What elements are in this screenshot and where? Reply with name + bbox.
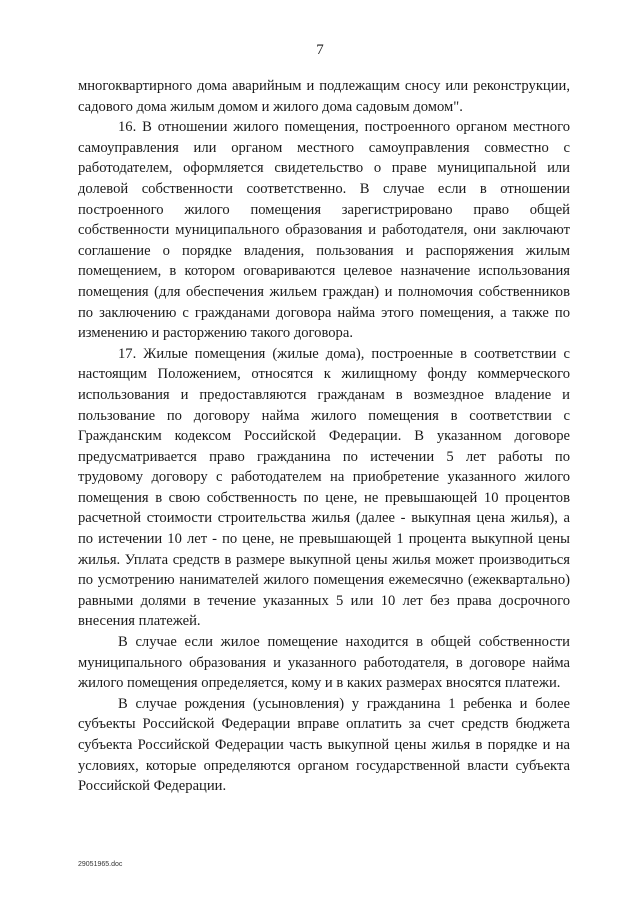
page-number: 7 [316, 42, 324, 58]
paragraph-clause-16: 16. В отношении жилого помещения, построенного органом местного самоуправления или органом местного самоуправления совместно с работодателем, оформляется свидетельство о праве муниципальной или долевой собственности соответственно. В случае если в отношении построенного жилого помещения зарегистрировано право общей собственности муниципального образования и работодателя, они заключают соглашение о порядке владения, пользования и распоряжения жилым помещением, в котором оговариваются целевое назначение использования помещения (для обеспечения жильем граждан) и полномочия собственников по заключению с гражданами договора найма этого помещения, а также по изменению и расторжению такого договора. [78, 119, 570, 342]
paragraph-child-birth: В случае рождения (усыновления) у гражданина 1 ребенка и более субъекты Российской Федерации вправе оплатить за счет средств бюджета субъекта Российской Федерации часть выкупной цены жилья в порядке и на условиях, которые определяются органом государственной власти субъекта Российской Федерации. [78, 695, 570, 795]
paragraph-continuation: многоквартирного дома аварийным и подлежащим сносу или реконструкции, садового дома жилым домом и жилого дома садовым домом". [78, 78, 570, 115]
paragraph-clause-17: 17. Жилые помещения (жилые дома), построенные в соответствии с настоящим Положением, относятся к жилищному фонду коммерческого использования и предоставляются гражданам в возмездное владение и пользование по договору найма жилого помещения в соответствии с Гражданским кодексом Российской Федерации. В указанном договоре предусматривается право гражданина по истечении 5 лет работы по трудовому договору с работодателем на приобретение указанного жилого помещения в свою собственность по цене, не превышающей 10 процентов расчетной стоимости строительства жилья (далее - выкупная цена жилья), а по истечении 10 лет - по цене, не превышающей 1 процента выкупной цены жилья. Уплата средств в размере выкупной цены жилья может производиться по усмотрению нанимателей жилого помещения ежемесячно (ежеквартально) равными долями в течение указанных 5 или 10 лет без права досрочного внесения платежей. [78, 345, 570, 630]
footer-filename: 29051965.doc [78, 861, 123, 868]
paragraph-shared-ownership: В случае если жилое помещение находится в общей собственности муниципального образования и указанного работодателя, в договоре найма жилого помещения определяется, кому и в каких размерах вносятся платежи. [78, 634, 570, 692]
document-body [78, 76, 570, 797]
